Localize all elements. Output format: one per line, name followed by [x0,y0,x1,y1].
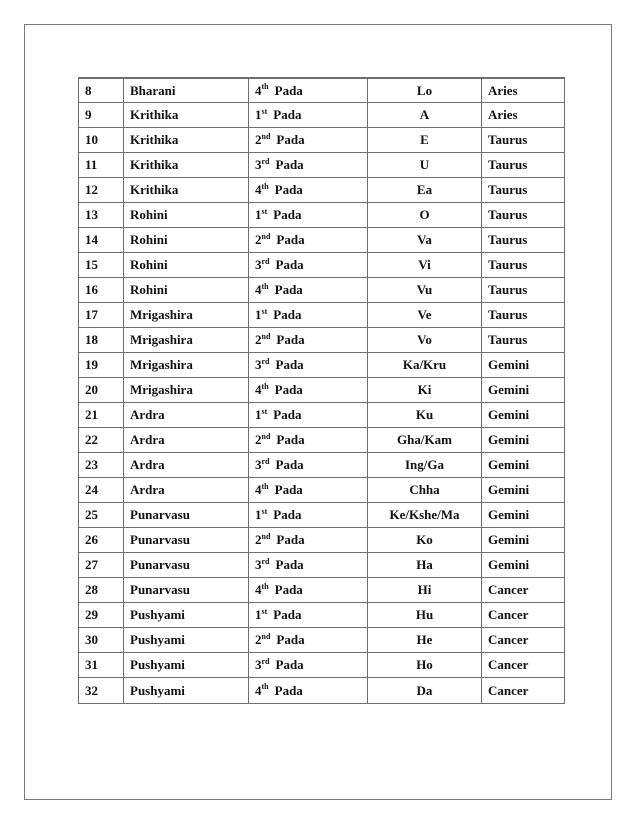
row-number: 8 [79,78,124,103]
nakshatra-name: Rohini [124,203,249,228]
pada-word: Pada [274,82,303,98]
nakshatra-name: Pushyami [124,678,249,703]
pada-cell [249,503,368,528]
zodiac-sign: Gemini [482,353,564,378]
nakshatra-name: Punarvasu [124,503,249,528]
pada-number: 1 [255,107,262,122]
pada-word: Pada [275,257,304,272]
pada-word: Pada [274,482,303,497]
row-number: 11 [79,153,124,178]
pada-cell [249,278,368,303]
table-row [79,128,564,153]
pada-word: Pada [275,457,304,472]
table-row [79,103,564,128]
table-row [79,278,564,303]
nakshatra-name: Ardra [124,478,249,503]
pada-word: Pada [273,507,302,522]
row-number: 17 [79,303,124,328]
sound-syllable: Ho [368,653,482,678]
pada-word: Pada [276,432,305,447]
zodiac-sign: Taurus [482,253,564,278]
pada-cell [249,103,368,128]
table-row [79,603,564,628]
pada-word: Pada [274,582,303,597]
zodiac-sign: Taurus [482,303,564,328]
zodiac-sign: Aries [482,103,564,128]
sound-syllable: Vu [368,278,482,303]
nakshatra-name: Rohini [124,253,249,278]
pada-cell [249,653,368,678]
pada-cell [249,203,368,228]
pada-word: Pada [274,382,303,397]
table-row [79,528,564,553]
pada-number: 2 [255,132,262,147]
nakshatra-name: Pushyami [124,653,249,678]
zodiac-sign: Gemini [482,528,564,553]
pada-ordinal-suffix: rd [261,556,270,566]
table-row [79,353,564,378]
pada-cell [249,128,368,153]
zodiac-sign: Taurus [482,278,564,303]
row-number: 26 [79,528,124,553]
pada-ordinal-suffix: th [261,581,269,591]
zodiac-sign: Cancer [482,603,564,628]
sound-syllable: Chha [368,478,482,503]
zodiac-sign: Taurus [482,178,564,203]
row-number: 21 [79,403,124,428]
table-row [79,478,564,503]
table-row [79,428,564,453]
zodiac-sign: Taurus [482,203,564,228]
row-number: 22 [79,428,124,453]
row-number: 27 [79,553,124,578]
row-number: 24 [79,478,124,503]
sound-syllable: Ku [368,403,482,428]
pada-number: 1 [255,607,262,622]
zodiac-sign: Aries [482,78,564,103]
zodiac-sign: Cancer [482,628,564,653]
zodiac-sign: Taurus [482,128,564,153]
pada-cell [249,428,368,453]
row-number: 31 [79,653,124,678]
row-number: 12 [79,178,124,203]
sound-syllable: U [368,153,482,178]
pada-cell [249,478,368,503]
zodiac-sign: Taurus [482,153,564,178]
table-row [79,653,564,678]
pada-word: Pada [275,357,304,372]
pada-word: Pada [275,657,304,672]
pada-cell [249,553,368,578]
pada-word: Pada [273,107,302,122]
row-number: 19 [79,353,124,378]
pada-ordinal-suffix: th [261,381,269,391]
pada-word: Pada [275,157,304,172]
pada-ordinal-suffix: th [261,281,269,291]
row-number: 32 [79,678,124,703]
document-page [24,24,612,800]
zodiac-sign: Cancer [482,653,564,678]
sound-syllable: Ki [368,378,482,403]
nakshatra-name: Pushyami [124,628,249,653]
pada-word: Pada [276,532,305,547]
sound-syllable: E [368,128,482,153]
nakshatra-name: Punarvasu [124,528,249,553]
zodiac-sign: Gemini [482,428,564,453]
pada-ordinal-suffix: st [261,306,268,316]
pada-word: Pada [273,307,302,322]
table-row [79,178,564,203]
nakshatra-name: Krithika [124,153,249,178]
pada-word: Pada [276,232,305,247]
pada-cell [249,153,368,178]
pada-cell [249,228,368,253]
zodiac-sign: Gemini [482,553,564,578]
row-number: 23 [79,453,124,478]
pada-cell [249,453,368,478]
table-row [79,378,564,403]
pada-ordinal-suffix: rd [261,256,270,266]
nakshatra-name: Rohini [124,228,249,253]
table-row [79,228,564,253]
zodiac-sign: Gemini [482,453,564,478]
nakshatra-name: Mrigashira [124,303,249,328]
pada-word: Pada [273,207,302,222]
pada-cell [249,528,368,553]
sound-syllable: Hi [368,578,482,603]
pada-ordinal-suffix: th [261,682,269,692]
row-number: 20 [79,378,124,403]
pada-ordinal-suffix: rd [261,656,270,666]
table-row [79,253,564,278]
sound-syllable: Va [368,228,482,253]
row-number: 9 [79,103,124,128]
pada-number: 4 [255,382,262,397]
zodiac-sign: Gemini [482,478,564,503]
zodiac-sign: Gemini [482,378,564,403]
pada-number: 3 [255,257,262,272]
sound-syllable: Gha/Kam [368,428,482,453]
nakshatra-name: Mrigashira [124,328,249,353]
pada-number: 1 [255,407,262,422]
pada-cell [249,378,368,403]
row-number: 15 [79,253,124,278]
pada-ordinal-suffix: nd [261,331,271,341]
pada-ordinal-suffix: st [261,506,268,516]
sound-syllable: Ea [368,178,482,203]
sound-syllable: Ha [368,553,482,578]
pada-ordinal-suffix: nd [261,531,271,541]
nakshatra-name: Pushyami [124,603,249,628]
pada-cell [249,603,368,628]
pada-cell [249,78,368,103]
table-row [79,553,564,578]
pada-ordinal-suffix: th [261,82,269,92]
pada-ordinal-suffix: rd [261,156,270,166]
pada-cell [249,403,368,428]
table-row [79,153,564,178]
nakshatra-name: Ardra [124,453,249,478]
pada-ordinal-suffix: st [261,606,268,616]
nakshatra-name: Krithika [124,103,249,128]
sound-syllable: Ing/Ga [368,453,482,478]
nakshatra-name: Krithika [124,178,249,203]
row-number: 14 [79,228,124,253]
pada-word: Pada [274,182,303,197]
pada-number: 3 [255,557,262,572]
zodiac-sign: Taurus [482,328,564,353]
pada-cell [249,628,368,653]
pada-cell [249,678,368,703]
pada-number: 1 [255,307,262,322]
table-row [79,203,564,228]
sound-syllable: Lo [368,78,482,103]
pada-word: Pada [276,332,305,347]
nakshatra-name: Ardra [124,428,249,453]
sound-syllable: Hu [368,603,482,628]
nakshatra-name: Punarvasu [124,553,249,578]
sound-syllable: Vo [368,328,482,353]
row-number: 16 [79,278,124,303]
pada-number: 3 [255,657,262,672]
nakshatra-name: Krithika [124,128,249,153]
pada-number: 4 [255,482,262,497]
table-row [79,328,564,353]
pada-cell [249,578,368,603]
pada-number: 4 [255,582,262,597]
pada-number: 4 [255,682,262,698]
sound-syllable: He [368,628,482,653]
nakshatra-name: Punarvasu [124,578,249,603]
zodiac-sign: Cancer [482,578,564,603]
pada-number: 2 [255,232,262,247]
sound-syllable: Vi [368,253,482,278]
sound-syllable: Ka/Kru [368,353,482,378]
sound-syllable: Ke/Kshe/Ma [368,503,482,528]
pada-ordinal-suffix: th [261,181,269,191]
pada-number: 2 [255,532,262,547]
row-number: 30 [79,628,124,653]
pada-number: 4 [255,82,262,98]
pada-ordinal-suffix: rd [261,356,270,366]
sound-syllable: Da [368,678,482,703]
table-row [79,503,564,528]
pada-word: Pada [273,607,302,622]
pada-cell [249,253,368,278]
pada-word: Pada [273,407,302,422]
pada-ordinal-suffix: th [261,481,269,491]
pada-word: Pada [276,632,305,647]
sound-syllable: O [368,203,482,228]
table-row [79,578,564,603]
pada-number: 3 [255,157,262,172]
table-row [79,678,564,703]
nakshatra-name: Ardra [124,403,249,428]
sound-syllable: Ve [368,303,482,328]
pada-word: Pada [274,282,303,297]
row-number: 29 [79,603,124,628]
pada-cell [249,303,368,328]
row-number: 18 [79,328,124,353]
table-row [79,403,564,428]
pada-ordinal-suffix: nd [261,131,271,141]
pada-number: 1 [255,207,262,222]
table-row [79,628,564,653]
nakshatra-name: Mrigashira [124,378,249,403]
pada-number: 3 [255,457,262,472]
pada-cell [249,178,368,203]
row-number: 25 [79,503,124,528]
pada-word: Pada [275,557,304,572]
pada-word: Pada [274,682,303,698]
pada-ordinal-suffix: st [261,206,268,216]
table-body [79,78,564,703]
pada-ordinal-suffix: nd [261,231,271,241]
row-number: 28 [79,578,124,603]
zodiac-sign: Cancer [488,682,529,698]
sound-syllable: A [368,103,482,128]
zodiac-sign: Gemini [482,403,564,428]
pada-ordinal-suffix: nd [261,631,271,641]
row-number: 10 [79,128,124,153]
pada-number: 4 [255,182,262,197]
nakshatra-name: Mrigashira [124,353,249,378]
pada-number: 2 [255,432,262,447]
table-row [79,453,564,478]
pada-ordinal-suffix: nd [261,431,271,441]
pada-cell [249,328,368,353]
pada-ordinal-suffix: st [261,106,268,116]
pada-number: 2 [255,332,262,347]
nakshatra-pada-table [78,77,565,704]
pada-cell [249,353,368,378]
nakshatra-name: Rohini [124,278,249,303]
pada-ordinal-suffix: rd [261,456,270,466]
sound-syllable: Ko [368,528,482,553]
pada-word: Pada [276,132,305,147]
zodiac-sign: Gemini [482,503,564,528]
table-row [79,78,564,103]
row-number: 13 [79,203,124,228]
pada-number: 1 [255,507,262,522]
nakshatra-name: Bharani [124,78,249,103]
pada-number: 4 [255,282,262,297]
zodiac-sign: Taurus [482,228,564,253]
pada-number: 3 [255,357,262,372]
pada-ordinal-suffix: st [261,406,268,416]
table-row [79,303,564,328]
pada-number: 2 [255,632,262,647]
